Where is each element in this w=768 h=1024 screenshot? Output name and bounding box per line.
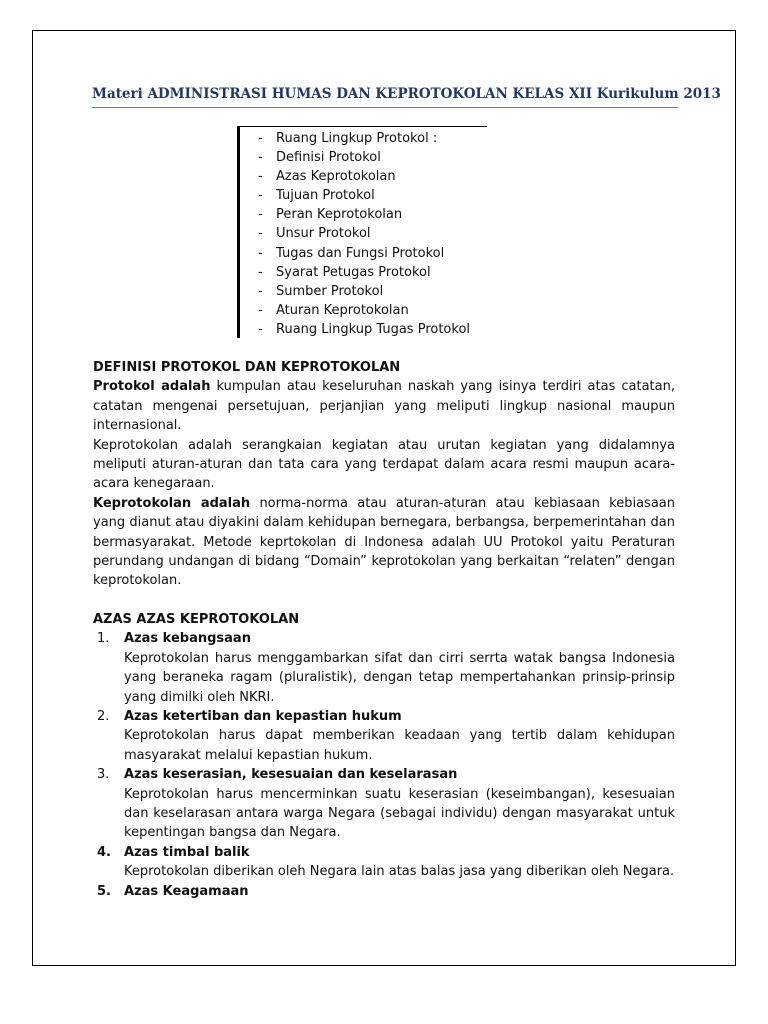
list-dash: -	[258, 283, 263, 299]
topic-label: Aturan Keprotokolan	[276, 302, 409, 318]
keprotokolan-definition-1: Keprotokolan adalah serangkaian kegiatan atau urutan kegiatan yang didalamnya meliputi aturan-aturan dan tata cara yang terdapat dalam acara resmi maupun acara- acara kenegaraan.	[93, 437, 675, 492]
document-body	[93, 358, 675, 901]
topic-list-item	[240, 244, 487, 263]
topic-label: Peran Keprotokolan	[276, 207, 403, 223]
topic-list-item	[240, 320, 487, 339]
topic-label: Ruang Lingkup Tugas Protokol	[276, 321, 471, 337]
topic-list-item	[240, 224, 487, 243]
item-title: Azas kebangsaan	[124, 631, 251, 647]
list-dash: -	[258, 264, 263, 280]
keprotokolan-term: Keprotokolan adalah	[93, 495, 251, 511]
list-dash: -	[258, 321, 263, 337]
azas-item	[93, 765, 675, 843]
list-dash: -	[258, 302, 263, 318]
item-description: Keprotokolan harus mencerminkan suatu keserasian (keseimbangan), kesesuaian dan keselarasan antara warga Negara (sebagai individu) dengan masyarakat untuk kepentingan bangsa dan Negara.	[124, 786, 675, 841]
item-body	[124, 765, 675, 843]
keprotokolan-definition-2	[93, 494, 675, 591]
item-body	[124, 629, 675, 707]
definisi-heading: DEFINISI PROTOKOL DAN KEPROTOKOLAN	[93, 360, 401, 375]
topic-list-item	[240, 205, 487, 224]
list-dash: -	[258, 169, 263, 185]
topic-list-item	[240, 129, 487, 148]
topic-list-item	[240, 186, 487, 205]
item-title: Azas timbal balik	[124, 844, 250, 860]
item-number: 2.	[97, 708, 110, 724]
topic-list	[237, 126, 487, 338]
topic-label: Syarat Petugas Protokol	[276, 264, 431, 280]
item-body	[124, 843, 675, 882]
protokol-text: kumpulan atau keseluruhan naskah yang isinya terdiri atas catatan, catatan mengenai persetujuan, perjanjian yang meliputi lingkup nasional maupun internasional.	[93, 379, 675, 434]
item-body	[124, 882, 675, 901]
list-dash: -	[258, 245, 263, 261]
topic-label: Azas Keprotokolan	[276, 169, 396, 185]
item-number: 3.	[97, 767, 110, 783]
item-description: Keprotokolan diberikan oleh Negara lain atas balas jasa yang diberikan oleh Negara.	[124, 864, 675, 880]
protokol-term: Protokol adalah	[93, 379, 211, 395]
topic-list-item	[240, 282, 487, 301]
topic-label: Tugas dan Fungsi Protokol	[276, 245, 445, 261]
item-title: Azas ketertiban dan kepastian hukum	[124, 708, 402, 724]
topic-label: Tujuan Protokol	[276, 188, 375, 204]
topic-list-item	[240, 148, 487, 167]
protokol-definition	[93, 377, 675, 435]
item-title: Azas keserasian, kesesuaian dan keselarasan	[124, 767, 458, 783]
topic-label: Unsur Protokol	[276, 226, 371, 242]
keprotokolan-text: norma-norma atau aturan-aturan atau kebiasaan kebiasaan yang dianut atau diyakini dalam kehidupan bernegara, berbangsa, berpemerintahan dan bermasyarakat. Metode keprtokolan di Indonesa adalah UU Protokol yaitu Peraturan perundang undangan di bidang “Domain” keprotokolan yang berkaitan “relaten” dengan keprotokolan.	[93, 495, 675, 589]
topic-label: Definisi Protokol	[276, 150, 381, 166]
item-title: Azas Keagamaan	[124, 883, 249, 899]
list-dash: -	[258, 131, 263, 146]
topic-list-item	[240, 167, 487, 186]
topic-label: Sumber Protokol	[276, 283, 384, 299]
azas-item	[93, 882, 675, 901]
azas-item	[93, 629, 675, 707]
topic-list-item	[240, 263, 487, 282]
azas-heading: AZAS AZAS KEPROTOKOLAN	[93, 611, 300, 627]
item-number: 4.	[97, 844, 111, 860]
item-description: Keprotokolan harus dapat memberikan keadaan yang tertib dalam kehidupan masyarakat melalui kepastian hukum.	[124, 728, 675, 763]
list-dash: -	[258, 226, 263, 242]
topic-label: Ruang Lingkup Protokol :	[276, 131, 438, 146]
item-description: Keprotokolan harus menggambarkan sifat dan cirri serrta watak bangsa Indonesia yang beraneka ragam (pluralistik), dengan tetap mempertahankan prinsip-prinsip yang dimilki oleh NKRI.	[124, 650, 675, 705]
item-body	[124, 707, 675, 765]
item-number: 5.	[97, 883, 111, 899]
list-dash: -	[258, 150, 263, 166]
azas-item	[93, 843, 675, 882]
topic-list-item	[240, 301, 487, 320]
item-number: 1.	[97, 631, 110, 647]
section-spacer	[93, 591, 675, 610]
azas-item	[93, 707, 675, 765]
list-dash: -	[258, 188, 263, 204]
document-header: Materi ADMINISTRASI HUMAS DAN KEPROTOKOLAN KELAS XII Kurikulum 2013	[92, 86, 678, 108]
list-dash: -	[258, 207, 263, 223]
